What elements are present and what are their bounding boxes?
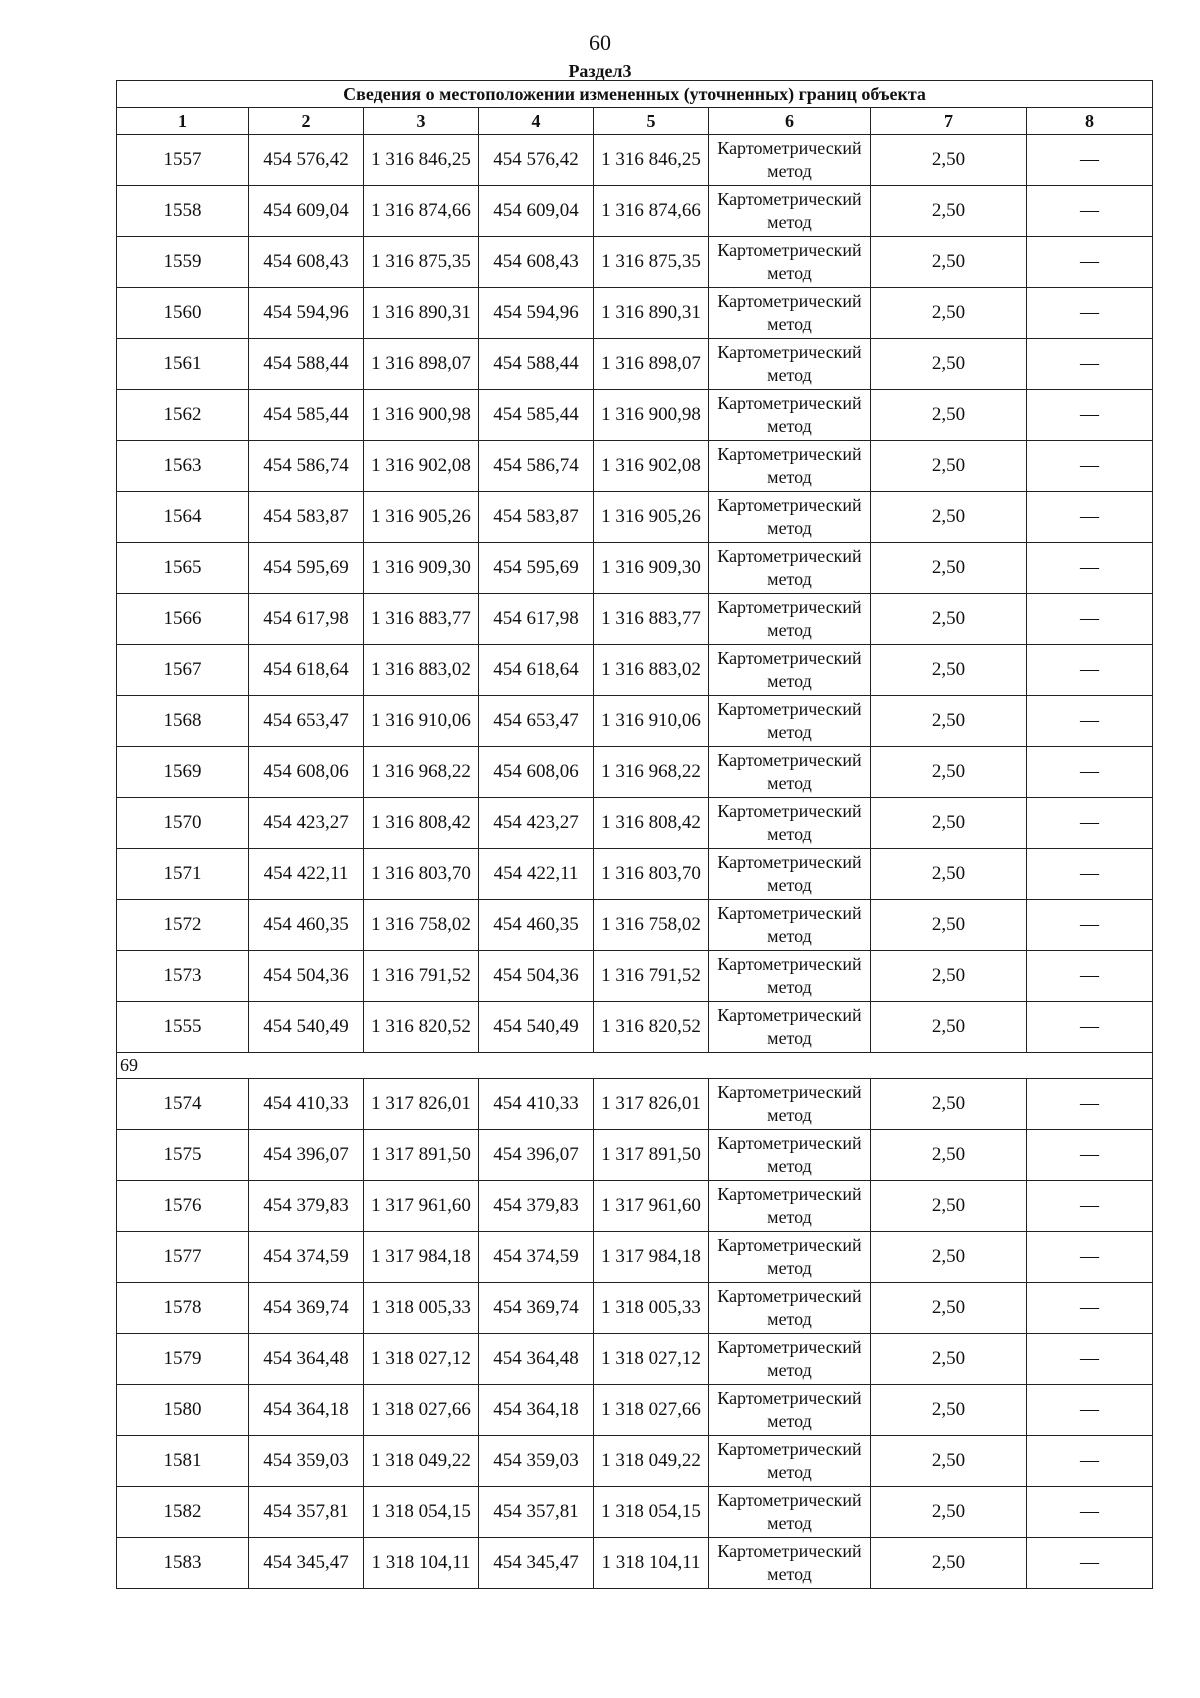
cell-note: — [1027, 135, 1153, 186]
cell-x-new: 454 357,81 [479, 1487, 594, 1538]
cell-x-new: 454 364,18 [479, 1385, 594, 1436]
cell-y-new: 1 316 968,22 [594, 747, 709, 798]
table-row [117, 1283, 1153, 1334]
table-row [117, 594, 1153, 645]
cell-method: Картометрический метод [709, 747, 871, 798]
cell-y-new: 1 316 803,70 [594, 849, 709, 900]
cell-point-number: 1579 [117, 1334, 249, 1385]
table-row [117, 1232, 1153, 1283]
cell-method: Картометрический метод [709, 1487, 871, 1538]
cell-accuracy: 2,50 [871, 441, 1027, 492]
cell-note: — [1027, 543, 1153, 594]
cell-x-existing: 454 423,27 [249, 798, 364, 849]
cell-accuracy: 2,50 [871, 186, 1027, 237]
cell-x-new: 454 374,59 [479, 1232, 594, 1283]
cell-note: — [1027, 696, 1153, 747]
cell-y-existing: 1 316 909,30 [364, 543, 479, 594]
table-caption: Сведения о местоположении измененных (уточненных) границ объекта [117, 81, 1153, 108]
cell-y-new: 1 318 027,66 [594, 1385, 709, 1436]
cell-accuracy: 2,50 [871, 798, 1027, 849]
cell-x-existing: 454 364,18 [249, 1385, 364, 1436]
cell-x-new: 454 583,87 [479, 492, 594, 543]
cell-x-new: 454 586,74 [479, 441, 594, 492]
cell-point-number: 1563 [117, 441, 249, 492]
cell-accuracy: 2,50 [871, 594, 1027, 645]
cell-y-new: 1 318 104,11 [594, 1538, 709, 1589]
cell-point-number: 1578 [117, 1283, 249, 1334]
cell-note: — [1027, 1283, 1153, 1334]
cell-y-existing: 1 316 890,31 [364, 288, 479, 339]
cell-x-existing: 454 345,47 [249, 1538, 364, 1589]
cell-y-new: 1 318 027,12 [594, 1334, 709, 1385]
cell-method: Картометрический метод [709, 186, 871, 237]
cell-accuracy: 2,50 [871, 1283, 1027, 1334]
cell-accuracy: 2,50 [871, 696, 1027, 747]
table-row [117, 1181, 1153, 1232]
cell-x-existing: 454 653,47 [249, 696, 364, 747]
cell-y-existing: 1 317 826,01 [364, 1079, 479, 1130]
cell-note: — [1027, 492, 1153, 543]
table-row [117, 696, 1153, 747]
cell-method: Картометрический метод [709, 1334, 871, 1385]
cell-x-existing: 454 422,11 [249, 849, 364, 900]
cell-method: Картометрический метод [709, 492, 871, 543]
group-row [117, 1053, 1153, 1079]
cell-y-new: 1 316 758,02 [594, 900, 709, 951]
cell-y-new: 1 316 902,08 [594, 441, 709, 492]
cell-note: — [1027, 1334, 1153, 1385]
cell-y-existing: 1 318 049,22 [364, 1436, 479, 1487]
cell-x-new: 454 594,96 [479, 288, 594, 339]
column-number-row [117, 108, 1153, 135]
cell-method: Картометрический метод [709, 390, 871, 441]
cell-y-existing: 1 316 902,08 [364, 441, 479, 492]
cell-point-number: 1557 [117, 135, 249, 186]
cell-x-existing: 454 618,64 [249, 645, 364, 696]
cell-point-number: 1562 [117, 390, 249, 441]
table-row [117, 1130, 1153, 1181]
cell-y-existing: 1 316 968,22 [364, 747, 479, 798]
cell-y-new: 1 318 049,22 [594, 1436, 709, 1487]
cell-x-new: 454 504,36 [479, 951, 594, 1002]
cell-accuracy: 2,50 [871, 1538, 1027, 1589]
cell-x-existing: 454 585,44 [249, 390, 364, 441]
cell-x-existing: 454 609,04 [249, 186, 364, 237]
cell-point-number: 1577 [117, 1232, 249, 1283]
cell-note: — [1027, 594, 1153, 645]
cell-point-number: 1575 [117, 1130, 249, 1181]
section-title: Раздел3 [568, 61, 632, 81]
cell-note: — [1027, 747, 1153, 798]
cell-note: — [1027, 798, 1153, 849]
cell-x-new: 454 423,27 [479, 798, 594, 849]
cell-x-existing: 454 396,07 [249, 1130, 364, 1181]
table-body [117, 81, 1153, 1589]
cell-point-number: 1568 [117, 696, 249, 747]
cell-x-new: 454 608,43 [479, 237, 594, 288]
cell-y-new: 1 316 791,52 [594, 951, 709, 1002]
cell-method: Картометрический метод [709, 1079, 871, 1130]
cell-x-existing: 454 504,36 [249, 951, 364, 1002]
cell-y-existing: 1 318 027,66 [364, 1385, 479, 1436]
cell-x-existing: 454 540,49 [249, 1002, 364, 1053]
cell-y-existing: 1 316 820,52 [364, 1002, 479, 1053]
table-row [117, 135, 1153, 186]
cell-x-existing: 454 410,33 [249, 1079, 364, 1130]
cell-method: Картометрический метод [709, 237, 871, 288]
cell-y-existing: 1 316 875,35 [364, 237, 479, 288]
cell-x-new: 454 396,07 [479, 1130, 594, 1181]
cell-x-new: 454 369,74 [479, 1283, 594, 1334]
cell-point-number: 1558 [117, 186, 249, 237]
cell-accuracy: 2,50 [871, 951, 1027, 1002]
cell-accuracy: 2,50 [871, 237, 1027, 288]
cell-x-existing: 454 359,03 [249, 1436, 364, 1487]
cell-note: — [1027, 645, 1153, 696]
cell-method: Картометрический метод [709, 339, 871, 390]
cell-note: — [1027, 1487, 1153, 1538]
cell-y-new: 1 316 846,25 [594, 135, 709, 186]
table-row [117, 237, 1153, 288]
cell-method: Картометрический метод [709, 441, 871, 492]
cell-accuracy: 2,50 [871, 1487, 1027, 1538]
cell-method: Картометрический метод [709, 849, 871, 900]
cell-point-number: 1582 [117, 1487, 249, 1538]
cell-y-existing: 1 316 883,02 [364, 645, 479, 696]
cell-point-number: 1581 [117, 1436, 249, 1487]
cell-x-existing: 454 608,06 [249, 747, 364, 798]
cell-x-new: 454 653,47 [479, 696, 594, 747]
cell-y-existing: 1 316 883,77 [364, 594, 479, 645]
cell-method: Картометрический метод [709, 543, 871, 594]
table-row [117, 1385, 1153, 1436]
cell-y-new: 1 317 891,50 [594, 1130, 709, 1181]
cell-note: — [1027, 186, 1153, 237]
table-row [117, 1002, 1153, 1053]
cell-y-new: 1 317 984,18 [594, 1232, 709, 1283]
cell-y-new: 1 316 900,98 [594, 390, 709, 441]
cell-point-number: 1561 [117, 339, 249, 390]
cell-method: Картометрический метод [709, 645, 871, 696]
cell-y-existing: 1 316 846,25 [364, 135, 479, 186]
cell-y-new: 1 316 898,07 [594, 339, 709, 390]
cell-x-new: 454 585,44 [479, 390, 594, 441]
cell-y-existing: 1 316 808,42 [364, 798, 479, 849]
cell-point-number: 1583 [117, 1538, 249, 1589]
cell-point-number: 1573 [117, 951, 249, 1002]
cell-note: — [1027, 441, 1153, 492]
cell-x-new: 454 608,06 [479, 747, 594, 798]
cell-x-existing: 454 374,59 [249, 1232, 364, 1283]
cell-note: — [1027, 849, 1153, 900]
cell-note: — [1027, 900, 1153, 951]
cell-point-number: 1567 [117, 645, 249, 696]
cell-x-new: 454 364,48 [479, 1334, 594, 1385]
column-number: 1 [117, 108, 249, 135]
cell-x-existing: 454 594,96 [249, 288, 364, 339]
cell-note: — [1027, 1232, 1153, 1283]
cell-x-new: 454 422,11 [479, 849, 594, 900]
table-row [117, 747, 1153, 798]
cell-y-new: 1 317 826,01 [594, 1079, 709, 1130]
cell-method: Картометрический метод [709, 1385, 871, 1436]
cell-y-existing: 1 316 905,26 [364, 492, 479, 543]
cell-point-number: 1569 [117, 747, 249, 798]
cell-method: Картометрический метод [709, 951, 871, 1002]
cell-accuracy: 2,50 [871, 849, 1027, 900]
cell-note: — [1027, 1002, 1153, 1053]
cell-method: Картометрический метод [709, 900, 871, 951]
cell-method: Картометрический метод [709, 1436, 871, 1487]
group-label: 69 [117, 1053, 1153, 1079]
cell-accuracy: 2,50 [871, 900, 1027, 951]
cell-accuracy: 2,50 [871, 1436, 1027, 1487]
cell-x-new: 454 460,35 [479, 900, 594, 951]
cell-note: — [1027, 1436, 1153, 1487]
boundary-coordinates-table [116, 80, 1153, 1589]
table-row [117, 645, 1153, 696]
table-row [117, 798, 1153, 849]
cell-point-number: 1566 [117, 594, 249, 645]
table-caption-row [117, 81, 1153, 108]
cell-method: Картометрический метод [709, 1283, 871, 1334]
cell-y-existing: 1 316 791,52 [364, 951, 479, 1002]
cell-y-new: 1 316 875,35 [594, 237, 709, 288]
cell-point-number: 1570 [117, 798, 249, 849]
cell-point-number: 1574 [117, 1079, 249, 1130]
cell-y-new: 1 316 910,06 [594, 696, 709, 747]
table-row [117, 1436, 1153, 1487]
cell-method: Картометрический метод [709, 288, 871, 339]
table-row [117, 441, 1153, 492]
cell-accuracy: 2,50 [871, 747, 1027, 798]
cell-x-existing: 454 588,44 [249, 339, 364, 390]
cell-accuracy: 2,50 [871, 1002, 1027, 1053]
cell-accuracy: 2,50 [871, 1334, 1027, 1385]
cell-x-existing: 454 460,35 [249, 900, 364, 951]
cell-method: Картометрический метод [709, 1002, 871, 1053]
cell-x-new: 454 588,44 [479, 339, 594, 390]
cell-y-existing: 1 318 005,33 [364, 1283, 479, 1334]
cell-x-new: 454 359,03 [479, 1436, 594, 1487]
table-row [117, 543, 1153, 594]
cell-x-new: 454 379,83 [479, 1181, 594, 1232]
cell-note: — [1027, 1385, 1153, 1436]
cell-note: — [1027, 390, 1153, 441]
cell-y-existing: 1 317 891,50 [364, 1130, 479, 1181]
cell-x-existing: 454 586,74 [249, 441, 364, 492]
cell-accuracy: 2,50 [871, 492, 1027, 543]
cell-y-new: 1 316 883,02 [594, 645, 709, 696]
table-row [117, 900, 1153, 951]
cell-y-existing: 1 316 910,06 [364, 696, 479, 747]
cell-method: Картометрический метод [709, 696, 871, 747]
cell-note: — [1027, 237, 1153, 288]
cell-accuracy: 2,50 [871, 135, 1027, 186]
cell-y-existing: 1 316 900,98 [364, 390, 479, 441]
cell-x-existing: 454 357,81 [249, 1487, 364, 1538]
cell-y-new: 1 316 890,31 [594, 288, 709, 339]
column-number: 6 [709, 108, 871, 135]
cell-accuracy: 2,50 [871, 1385, 1027, 1436]
cell-accuracy: 2,50 [871, 339, 1027, 390]
cell-point-number: 1560 [117, 288, 249, 339]
column-number: 2 [249, 108, 364, 135]
cell-note: — [1027, 1130, 1153, 1181]
cell-accuracy: 2,50 [871, 645, 1027, 696]
cell-point-number: 1572 [117, 900, 249, 951]
cell-x-new: 454 609,04 [479, 186, 594, 237]
cell-note: — [1027, 288, 1153, 339]
cell-x-existing: 454 379,83 [249, 1181, 364, 1232]
cell-note: — [1027, 1538, 1153, 1589]
cell-x-new: 454 618,64 [479, 645, 594, 696]
cell-y-new: 1 318 005,33 [594, 1283, 709, 1334]
cell-method: Картометрический метод [709, 135, 871, 186]
cell-accuracy: 2,50 [871, 288, 1027, 339]
cell-x-new: 454 410,33 [479, 1079, 594, 1130]
cell-x-existing: 454 595,69 [249, 543, 364, 594]
cell-y-existing: 1 317 984,18 [364, 1232, 479, 1283]
cell-accuracy: 2,50 [871, 1181, 1027, 1232]
table-row [117, 1487, 1153, 1538]
cell-method: Картометрический метод [709, 798, 871, 849]
column-number: 7 [871, 108, 1027, 135]
cell-y-existing: 1 316 898,07 [364, 339, 479, 390]
cell-note: — [1027, 1181, 1153, 1232]
cell-method: Картометрический метод [709, 1181, 871, 1232]
cell-accuracy: 2,50 [871, 543, 1027, 594]
table-row [117, 339, 1153, 390]
cell-method: Картометрический метод [709, 1130, 871, 1181]
cell-y-existing: 1 318 027,12 [364, 1334, 479, 1385]
cell-point-number: 1555 [117, 1002, 249, 1053]
table-row [117, 1079, 1153, 1130]
cell-note: — [1027, 1079, 1153, 1130]
cell-point-number: 1576 [117, 1181, 249, 1232]
cell-x-new: 454 595,69 [479, 543, 594, 594]
cell-accuracy: 2,50 [871, 1232, 1027, 1283]
table-row [117, 1538, 1153, 1589]
table-row [117, 492, 1153, 543]
cell-note: — [1027, 339, 1153, 390]
cell-method: Картометрический метод [709, 1232, 871, 1283]
column-number: 5 [594, 108, 709, 135]
cell-y-existing: 1 316 758,02 [364, 900, 479, 951]
table-row [117, 186, 1153, 237]
cell-x-existing: 454 583,87 [249, 492, 364, 543]
cell-y-existing: 1 317 961,60 [364, 1181, 479, 1232]
cell-y-new: 1 318 054,15 [594, 1487, 709, 1538]
cell-y-new: 1 316 905,26 [594, 492, 709, 543]
cell-accuracy: 2,50 [871, 1130, 1027, 1181]
cell-x-new: 454 617,98 [479, 594, 594, 645]
cell-point-number: 1565 [117, 543, 249, 594]
cell-y-existing: 1 316 874,66 [364, 186, 479, 237]
page-number: 60 [589, 30, 611, 55]
cell-y-new: 1 316 883,77 [594, 594, 709, 645]
cell-x-existing: 454 576,42 [249, 135, 364, 186]
cell-y-existing: 1 318 054,15 [364, 1487, 479, 1538]
cell-point-number: 1559 [117, 237, 249, 288]
cell-point-number: 1580 [117, 1385, 249, 1436]
cell-y-new: 1 317 961,60 [594, 1181, 709, 1232]
cell-accuracy: 2,50 [871, 1079, 1027, 1130]
cell-point-number: 1571 [117, 849, 249, 900]
cell-x-new: 454 576,42 [479, 135, 594, 186]
table-row [117, 849, 1153, 900]
cell-y-existing: 1 318 104,11 [364, 1538, 479, 1589]
table-row [117, 390, 1153, 441]
cell-y-new: 1 316 874,66 [594, 186, 709, 237]
table-row [117, 951, 1153, 1002]
cell-x-existing: 454 608,43 [249, 237, 364, 288]
cell-note: — [1027, 951, 1153, 1002]
cell-y-new: 1 316 820,52 [594, 1002, 709, 1053]
table-row [117, 1334, 1153, 1385]
cell-x-new: 454 345,47 [479, 1538, 594, 1589]
cell-x-new: 454 540,49 [479, 1002, 594, 1053]
cell-x-existing: 454 617,98 [249, 594, 364, 645]
cell-point-number: 1564 [117, 492, 249, 543]
table-row [117, 288, 1153, 339]
column-number: 4 [479, 108, 594, 135]
cell-x-existing: 454 364,48 [249, 1334, 364, 1385]
column-number: 3 [364, 108, 479, 135]
column-number: 8 [1027, 108, 1153, 135]
cell-y-new: 1 316 909,30 [594, 543, 709, 594]
cell-y-existing: 1 316 803,70 [364, 849, 479, 900]
cell-x-existing: 454 369,74 [249, 1283, 364, 1334]
cell-method: Картометрический метод [709, 1538, 871, 1589]
cell-accuracy: 2,50 [871, 390, 1027, 441]
cell-method: Картометрический метод [709, 594, 871, 645]
cell-y-new: 1 316 808,42 [594, 798, 709, 849]
